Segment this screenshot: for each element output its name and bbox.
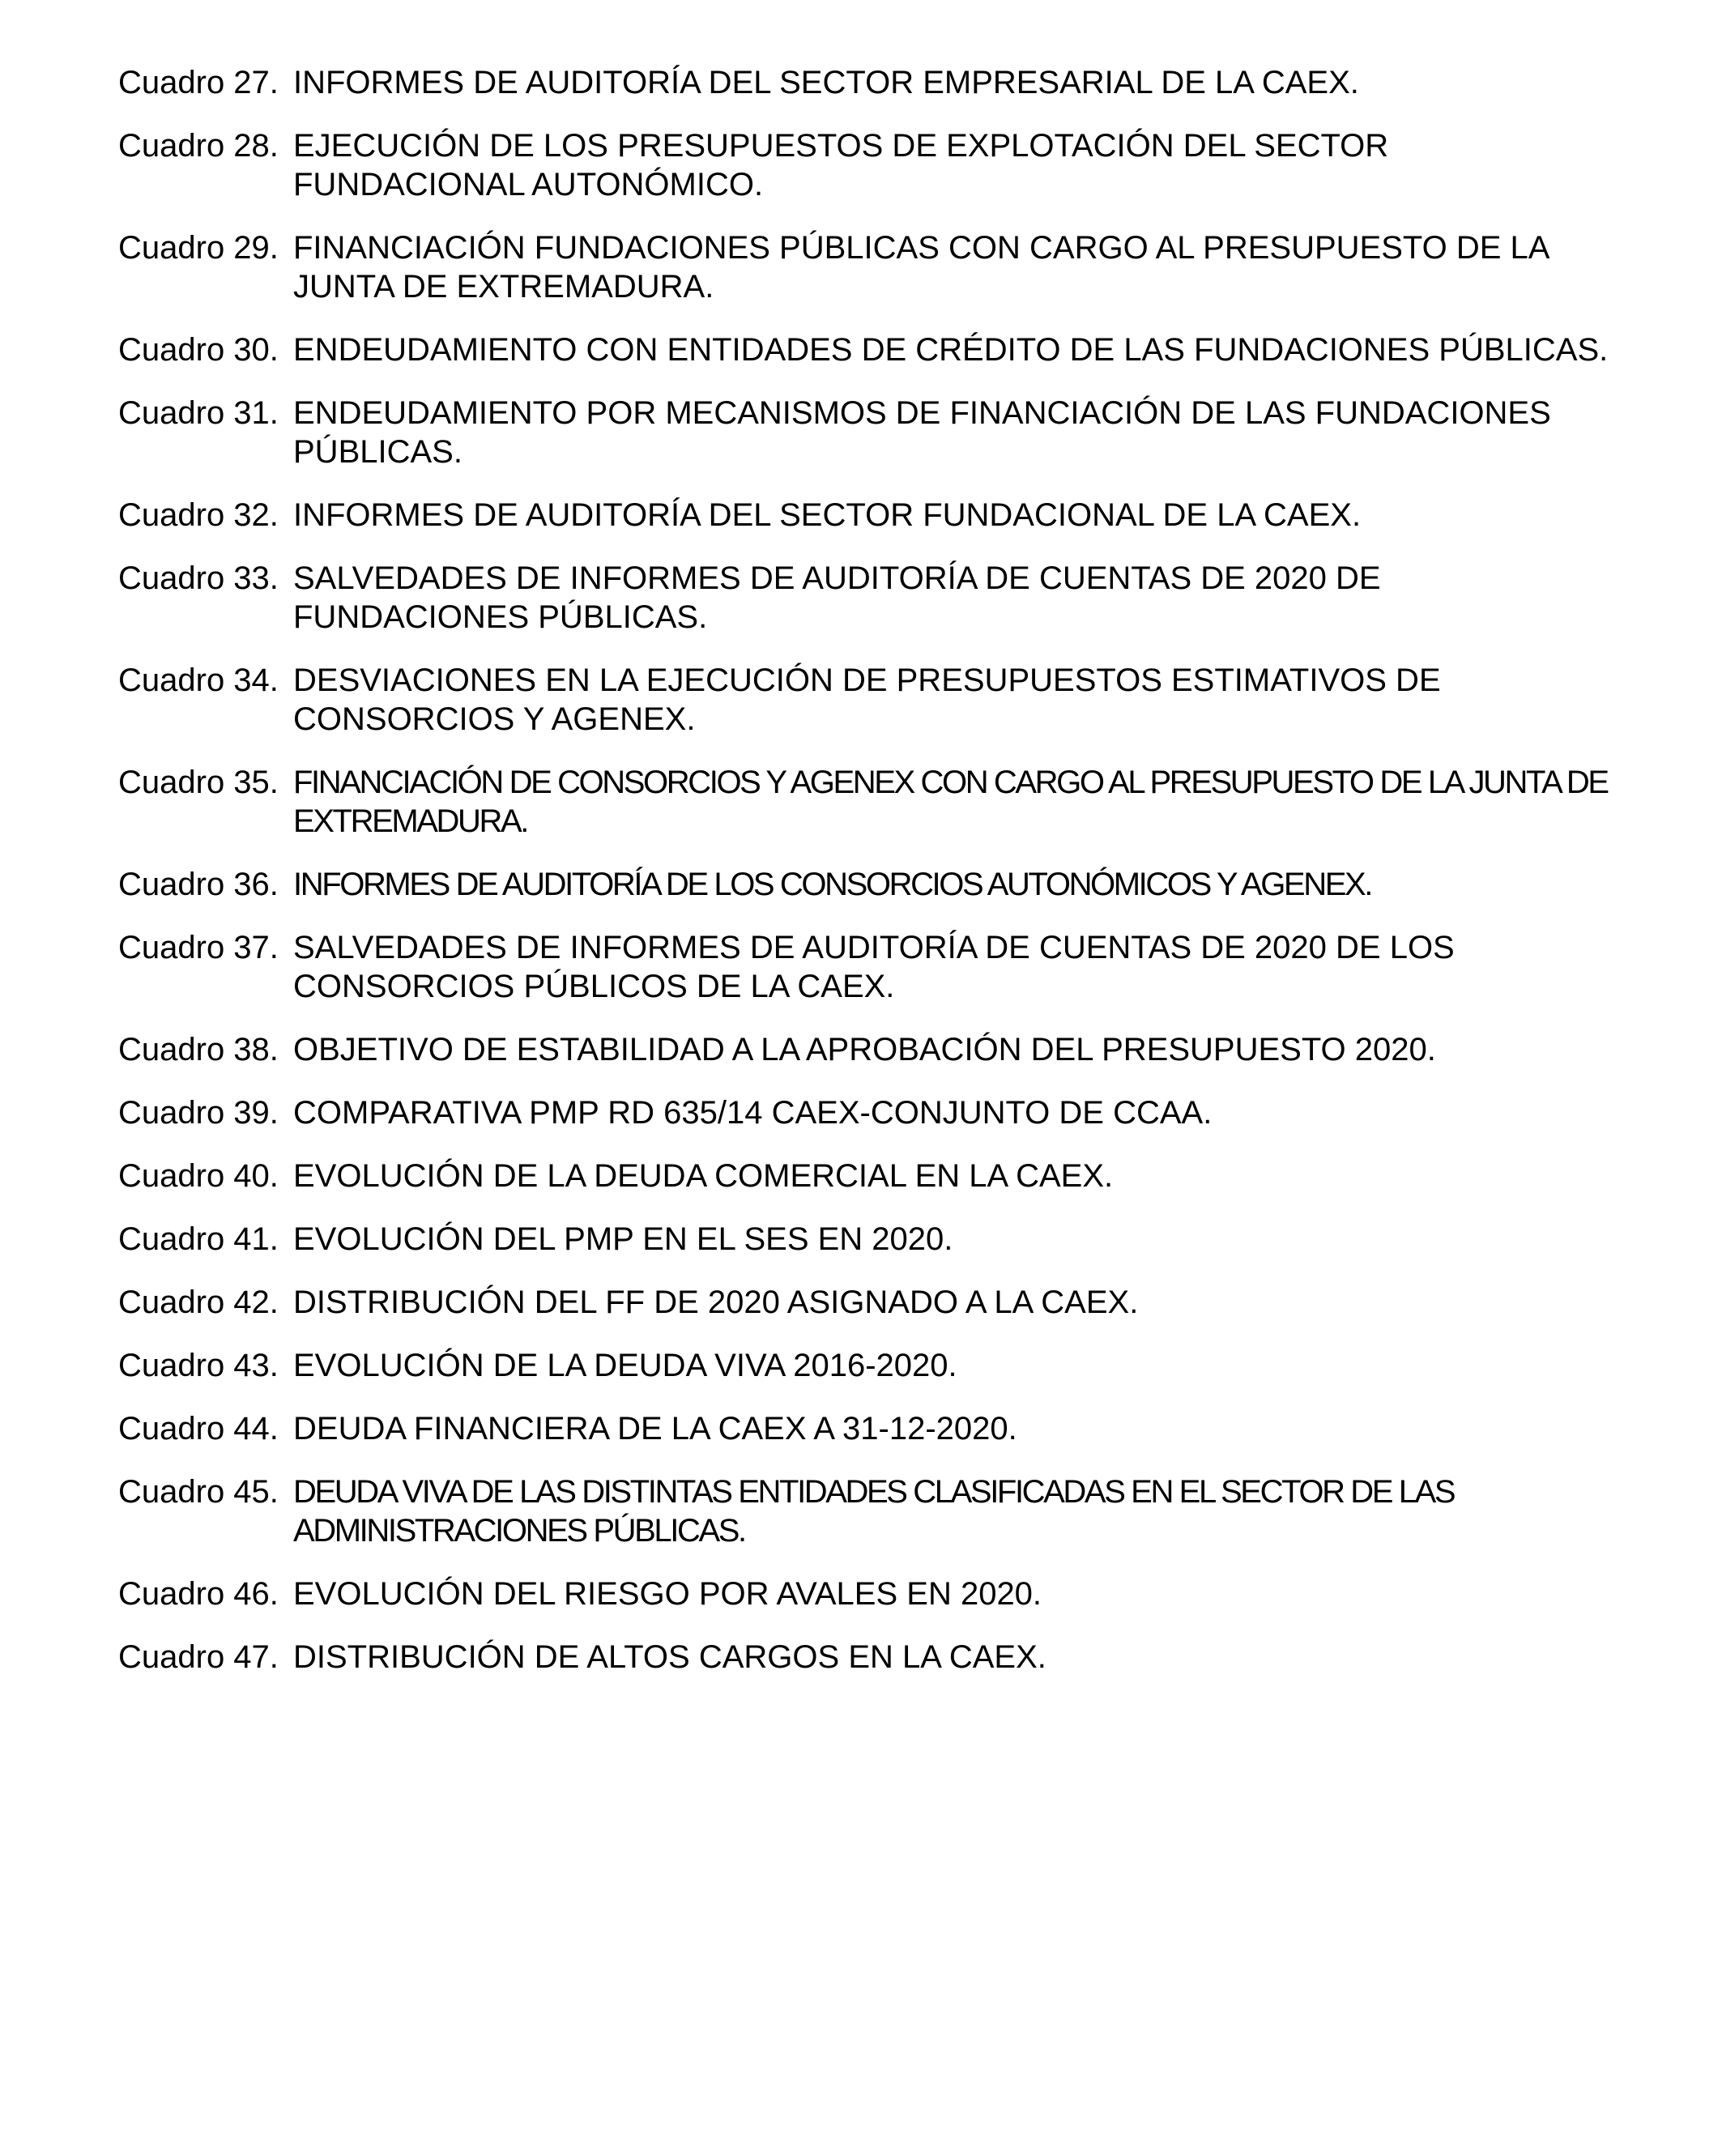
- entry-title: COMPARATIVA PMP RD 635/14 CAEX-CONJUNTO DE CCAA.: [293, 1095, 1213, 1131]
- entry-title: INFORMES DE AUDITORÍA DE LOS CONSORCIOS AUTONÓMICOS Y AGENEX.: [293, 867, 1371, 902]
- entry-title: SALVEDADES DE INFORMES DE AUDITORÍA DE CUENTAS DE 2020 DE LOS CONSORCIOS PÚBLICOS DE LA CAEX.: [293, 930, 1455, 1004]
- list-item: [118, 1638, 1625, 1677]
- entry-label: Cuadro 44.: [118, 1411, 279, 1447]
- entry-label: Cuadro 32.: [118, 497, 279, 533]
- list-item: [118, 559, 1625, 637]
- list-item: [118, 865, 1625, 904]
- entry-title: INFORMES DE AUDITORÍA DEL SECTOR FUNDACIONAL DE LA CAEX.: [293, 497, 1362, 533]
- entry-title: FINANCIACIÓN FUNDACIONES PÚBLICAS CON CARGO AL PRESUPUESTO DE LA JUNTA DE EXTREMADURA.: [293, 230, 1549, 305]
- list-item: [118, 1409, 1625, 1448]
- entry-label: Cuadro 36.: [118, 867, 279, 902]
- entry-title: EVOLUCIÓN DE LA DEUDA COMERCIAL EN LA CAEX.: [293, 1158, 1114, 1194]
- list-item: [118, 1472, 1625, 1550]
- entry-title: ENDEUDAMIENTO CON ENTIDADES DE CRÉDITO DE LAS FUNDACIONES PÚBLICAS.: [293, 332, 1609, 368]
- entry-label: Cuadro 43.: [118, 1348, 279, 1383]
- entry-label: Cuadro 33.: [118, 560, 279, 596]
- entry-label: Cuadro 35.: [118, 765, 279, 800]
- entry-label: Cuadro 31.: [118, 395, 279, 431]
- list-item: [118, 928, 1625, 1006]
- entry-label: Cuadro 45.: [118, 1474, 279, 1510]
- entry-label: Cuadro 39.: [118, 1095, 279, 1131]
- list-item: [118, 1220, 1625, 1259]
- entry-label: Cuadro 40.: [118, 1158, 279, 1194]
- list-item: [118, 394, 1625, 471]
- entry-title: EJECUCIÓN DE LOS PRESUPUESTOS DE EXPLOTACIÓN DEL SECTOR FUNDACIONAL AUTONÓMICO.: [293, 128, 1389, 202]
- list-item: [118, 1574, 1625, 1613]
- entry-title: OBJETIVO DE ESTABILIDAD A LA APROBACIÓN DEL PRESUPUESTO 2020.: [293, 1032, 1436, 1067]
- entry-title: INFORMES DE AUDITORÍA DEL SECTOR EMPRESARIAL DE LA CAEX.: [293, 65, 1359, 100]
- entry-label: Cuadro 47.: [118, 1639, 279, 1675]
- entry-label: Cuadro 41.: [118, 1221, 279, 1257]
- entry-title: EVOLUCIÓN DE LA DEUDA VIVA 2016-2020.: [293, 1348, 957, 1383]
- list-item: [118, 1157, 1625, 1195]
- entry-title: EVOLUCIÓN DEL RIESGO POR AVALES EN 2020.: [293, 1576, 1042, 1612]
- table-index-list: [118, 63, 1625, 1701]
- list-item: [118, 1093, 1625, 1132]
- entry-label: Cuadro 38.: [118, 1032, 279, 1067]
- entry-label: Cuadro 46.: [118, 1576, 279, 1612]
- entry-label: Cuadro 42.: [118, 1285, 279, 1320]
- list-item: [118, 330, 1625, 369]
- entry-title: EVOLUCIÓN DEL PMP EN EL SES EN 2020.: [293, 1221, 953, 1257]
- entry-title: DISTRIBUCIÓN DEL FF DE 2020 ASIGNADO A LA CAEX.: [293, 1285, 1139, 1320]
- entry-title: FINANCIACIÓN DE CONSORCIOS Y AGENEX CON CARGO AL PRESUPUESTO DE LA JUNTA DE EXTREMADURA.: [293, 765, 1608, 839]
- list-item: [118, 763, 1625, 841]
- entry-label: Cuadro 28.: [118, 128, 279, 164]
- entry-label: Cuadro 30.: [118, 332, 279, 368]
- list-item: [118, 1030, 1625, 1069]
- list-item: [118, 63, 1625, 102]
- entry-label: Cuadro 34.: [118, 663, 279, 698]
- entry-label: Cuadro 27.: [118, 65, 279, 100]
- list-item: [118, 1283, 1625, 1322]
- entry-label: Cuadro 37.: [118, 930, 279, 965]
- entry-title: DEUDA FINANCIERA DE LA CAEX A 31-12-2020.: [293, 1411, 1017, 1447]
- entry-title: DISTRIBUCIÓN DE ALTOS CARGOS EN LA CAEX.: [293, 1639, 1046, 1675]
- entry-title: ENDEUDAMIENTO POR MECANISMOS DE FINANCIACIÓN DE LAS FUNDACIONES PÚBLICAS.: [293, 395, 1551, 470]
- entry-title: DEUDA VIVA DE LAS DISTINTAS ENTIDADES CLASIFICADAS EN EL SECTOR DE LAS ADMINISTRACIONES PÚBLICAS.: [293, 1474, 1455, 1549]
- list-item: [118, 228, 1625, 306]
- entry-label: Cuadro 29.: [118, 230, 279, 266]
- list-item: [118, 496, 1625, 535]
- list-item: [118, 661, 1625, 739]
- entry-title: DESVIACIONES EN LA EJECUCIÓN DE PRESUPUESTOS ESTIMATIVOS DE CONSORCIOS Y AGENEX.: [293, 663, 1441, 737]
- list-item: [118, 126, 1625, 204]
- entry-title: SALVEDADES DE INFORMES DE AUDITORÍA DE CUENTAS DE 2020 DE FUNDACIONES PÚBLICAS.: [293, 560, 1381, 635]
- list-item: [118, 1346, 1625, 1385]
